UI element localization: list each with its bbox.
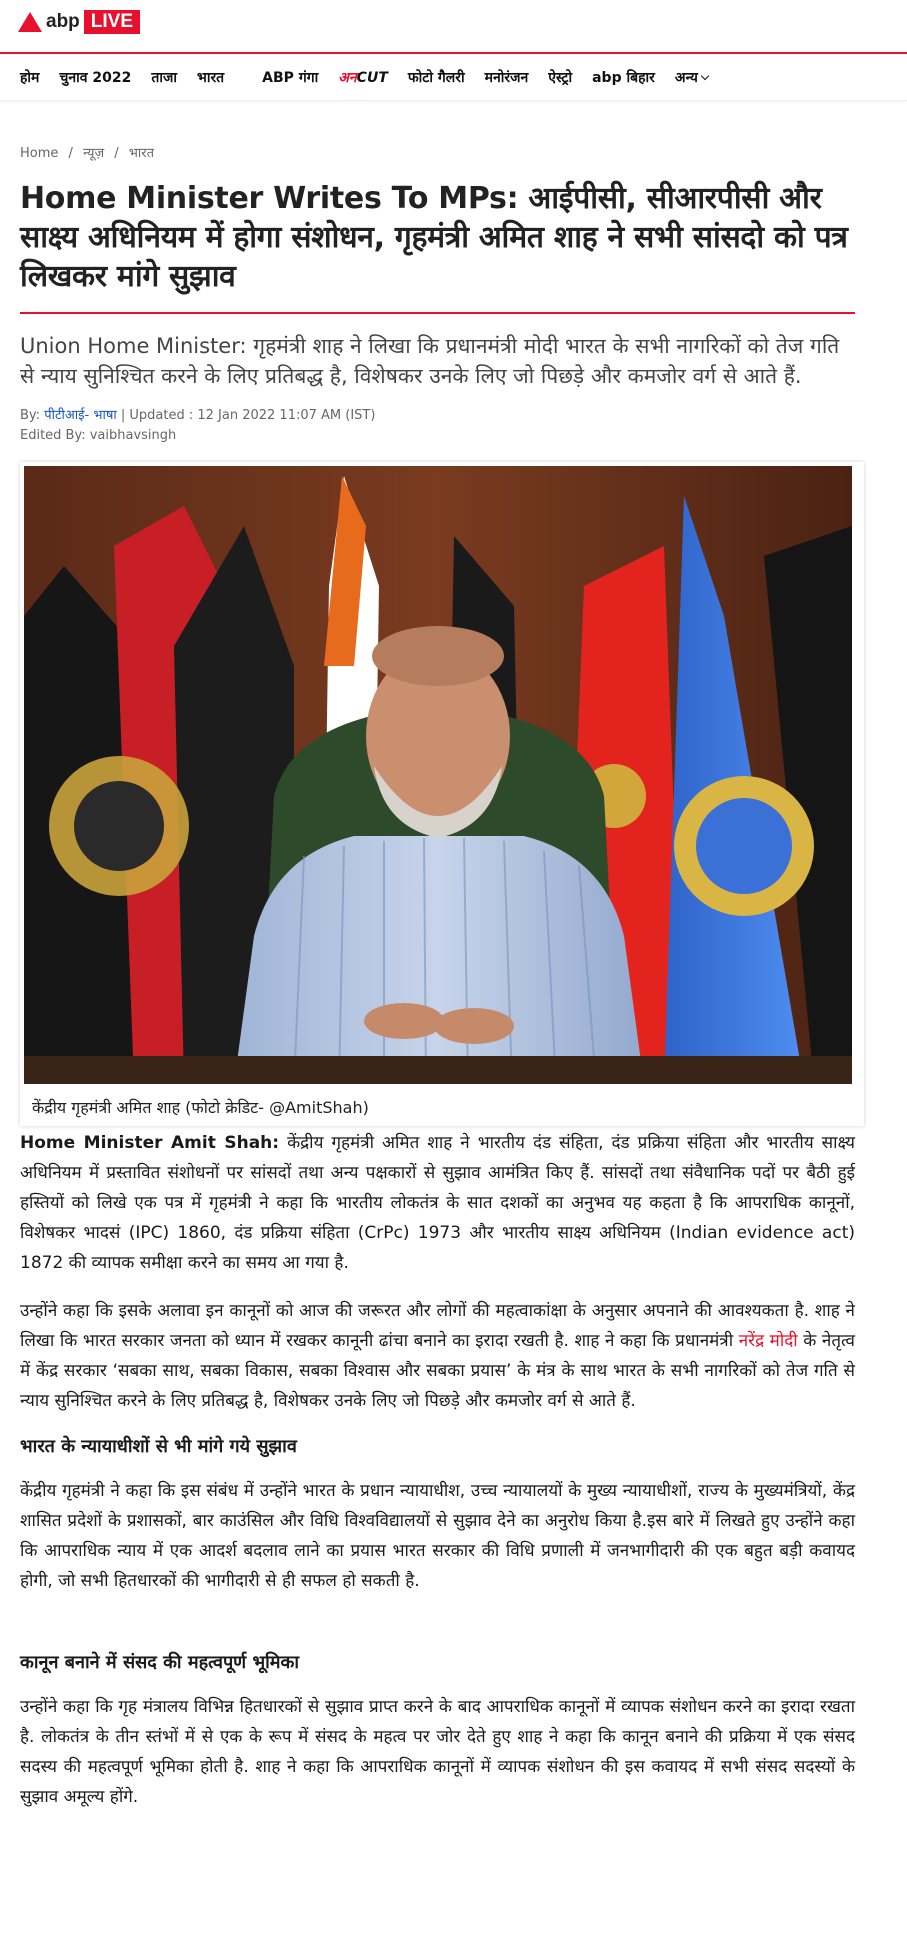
paragraph-1-lead: Home Minister Amit Shah: bbox=[20, 1133, 280, 1153]
nav-entertainment[interactable]: मनोरंजन bbox=[484, 69, 529, 86]
nav-uncut[interactable] bbox=[338, 68, 388, 87]
nav-astro[interactable]: ऐस्ट्रो bbox=[548, 69, 573, 86]
photo-illustration bbox=[24, 466, 852, 1084]
article-subtitle: Union Home Minister: गृहमंत्री शाह ने लिखा कि प्रधानमंत्री मोदी भारत के सभी नागरिकों को तेज गति से न्याय सुनिश्चित करने के लिए प्रतिबद्ध है, विशेषकर उनके लिए जो पिछड़े और कमजोर वर्ग से आते हैं. bbox=[20, 334, 840, 388]
byline bbox=[20, 406, 887, 446]
breadcrumb bbox=[20, 143, 887, 161]
paragraph-2-text-a: उन्होंने कहा कि इसके अलावा इन कानूनों को आज की जरूरत और लोगों की महत्वाकांक्षा के अनुसार अपनाने की आवश्यकता है. शाह ने लिखा कि भारत सरकार जनता को ध्यान में रखकर कानूनी ढांचा बनाने का इरादा रखती है. शाह ने कहा कि प्रधानमंत्री bbox=[20, 1301, 855, 1351]
paragraph-2-text-b: के नेतृत्व में केंद्र सरकार ‘सबका साथ, सबका विकास, सबका विश्वास और सबका प्रयास’ के मंत्र के साथ भारत के सभी नागरिकों को तेज गति से न्याय सुनिश्चित करने के लिए प्रतिबद्ध है, विशेषकर उनके लिए जो पिछड़े और कमजोर वर्ग से आते हैं. bbox=[20, 1331, 855, 1411]
main-nav bbox=[0, 54, 907, 101]
breadcrumb-sep: / bbox=[114, 146, 119, 161]
nav-abp-ganga[interactable]: ABP गंगा bbox=[262, 69, 319, 86]
photo-caption: केंद्रीय गृहमंत्री अमित शाह (फोटो क्रेडिट- @AmitShah) bbox=[32, 1098, 369, 1117]
by-label: By: bbox=[20, 408, 45, 423]
author-line bbox=[20, 406, 887, 426]
article-photo bbox=[24, 466, 852, 1084]
logo-text: abp bbox=[46, 11, 80, 32]
breadcrumb-home[interactable]: Home bbox=[20, 146, 59, 161]
paragraph-1 bbox=[20, 1128, 855, 1278]
nav-more[interactable] bbox=[675, 68, 708, 87]
abp-live-logo[interactable] bbox=[18, 10, 140, 34]
nav-more-label: अन्य bbox=[674, 69, 698, 86]
article-container bbox=[0, 143, 907, 1812]
breadcrumb-news[interactable]: न्यूज़ bbox=[83, 146, 105, 161]
updated-time: | Updated : 12 Jan 2022 11:07 AM (IST) bbox=[116, 408, 376, 423]
nav-photo-gallery[interactable]: फोटो गैलरी bbox=[407, 69, 465, 86]
nav-india[interactable]: भारत bbox=[196, 69, 225, 86]
paragraph-2 bbox=[20, 1296, 855, 1416]
nav-uncut-b: CUT bbox=[356, 69, 388, 86]
article-photo-card bbox=[20, 462, 864, 1126]
nav-latest[interactable]: ताजा bbox=[151, 69, 177, 86]
nav-election-2022[interactable]: चुनाव 2022 bbox=[59, 69, 132, 86]
section-heading-parliament: कानून बनाने में संसद की महत्वपूर्ण भूमिका bbox=[20, 1652, 300, 1673]
breadcrumb-sep: / bbox=[68, 146, 73, 161]
edited-by: Edited By: vaibhavsingh bbox=[20, 428, 177, 443]
breadcrumb-india[interactable]: भारत bbox=[128, 146, 154, 161]
chevron-down-icon bbox=[701, 71, 709, 79]
paragraph-3: केंद्रीय गृहमंत्री ने कहा कि इस संबंध में उन्होंने भारत के प्रधान न्यायाधीश, उच्च न्यायालयों के मुख्य न्यायाधीशों, राज्य के मुख्यमंत्रियों, केंद्र शासित प्रदेशों के प्रशासकों, बार काउंसिल और विधि विश्वविद्यालयों से सुझाव देने का अनुरोध किया है.इस बारे में लिखते हुए उन्होंने कहा कि आपराधिक न्याय में एक आदर्श बदलाव लाने का प्रयास भारत सरकार की विधि प्रणाली में जनभागीदारी की एक बहुत बड़ी कवायद होगी, जो सभी हितधारकों की भागीदारी से ही सफल हो सकती है. bbox=[20, 1481, 855, 1591]
top-bar bbox=[0, 0, 907, 52]
paragraph-4: उन्होंने कहा कि गृह मंत्रालय विभिन्न हितधारकों से सुझाव प्राप्त करने के बाद आपराधिक कानूनों में व्यापक संशोधन करने का इरादा रखता है. लोकतंत्र के तीन स्तंभों में से एक के रूप में संसद के महत्व पर जोर देते हुए शाह ने कहा कि कानून बनाने की प्रक्रिया में एक संसद सदस्य की महत्वपूर्ण भूमिका होती है. शाह ने कहा कि आपराधिक कानूनों में व्यापक संशोधन की इस कवायद में सभी संसद सदस्यों के सुझाव अमूल्य होंगे. bbox=[20, 1697, 855, 1807]
article-title: Home Minister Writes To MPs: आईपीसी, सीआरपीसी और साक्ष्य अधिनियम में होगा संशोधन, गृहमंत्री अमित शाह ने सभी सांसदो को पत्र लिखकर मांगे सुझाव bbox=[20, 181, 848, 294]
article-body bbox=[20, 1128, 887, 1812]
logo-live-badge: LIVE bbox=[84, 10, 140, 34]
nav-home[interactable]: होम bbox=[20, 69, 40, 86]
logo-triangle-icon bbox=[18, 12, 42, 32]
nav-uncut-a: अन bbox=[338, 69, 357, 86]
narendra-modi-link[interactable]: नरेंद्र मोदी bbox=[738, 1331, 798, 1351]
paragraph-1-text: केंद्रीय गृहमंत्री अमित शाह ने भारतीय दंड संहिता, दंड प्रक्रिया संहिता और भारतीय साक्ष्य अधिनियम में प्रस्तावित संशोधनों पर सांसदों तथा अन्य पक्षकारों से सुझाव आमंत्रित किए हैं. सांसदों तथा संवैधानिक पदों पर बैठी हुई हस्तियों को लिखे एक पत्र में गृहमंत्री ने कहा कि भारतीय लोकतंत्र के सात दशकों का अनुभव यह कहता है कि आपराधिक कानूनों, विशेषकर भादसं (IPC) 1860, दंड प्रक्रिया संहिता (CrPc) 1973 और भारतीय साक्ष्य अधिनियम (Indian evidence act) 1872 की व्यापक समीक्षा करने का समय आ गया है. bbox=[20, 1133, 855, 1273]
title-divider bbox=[20, 312, 855, 314]
nav-abp-bihar[interactable]: abp बिहार bbox=[592, 69, 655, 86]
author-link[interactable]: पीटीआई- भाषा bbox=[44, 408, 117, 423]
section-heading-judges: भारत के न्यायाधीशों से भी मांगे गये सुझाव bbox=[20, 1436, 297, 1457]
